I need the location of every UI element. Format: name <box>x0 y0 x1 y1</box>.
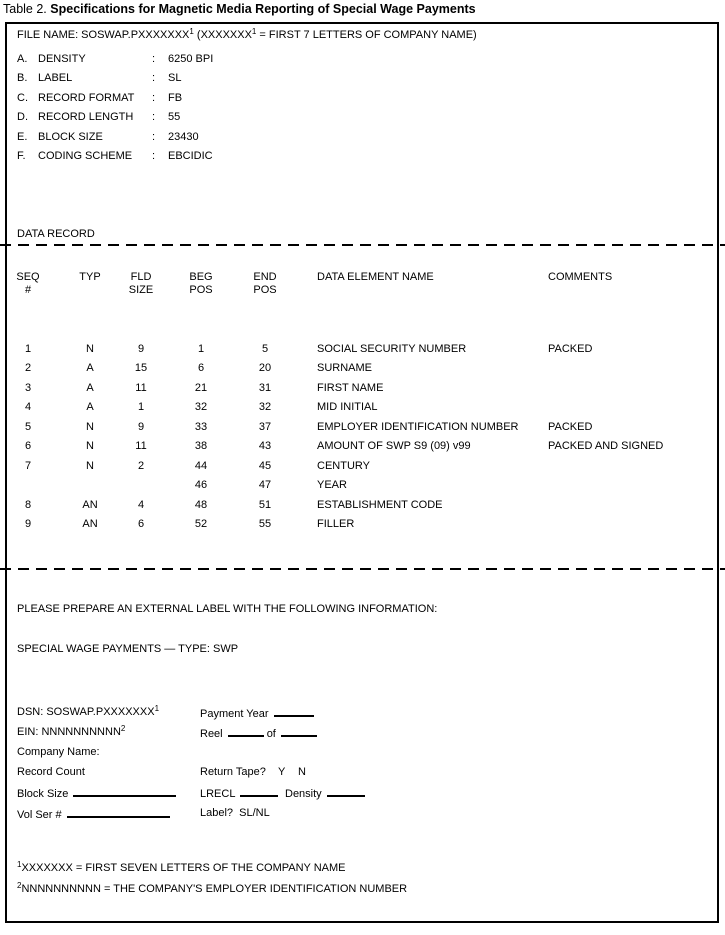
footnote-2-marker: 2 <box>17 881 22 890</box>
dashed-divider-bottom <box>0 568 725 570</box>
file-name-part3: = FIRST 7 LETTERS OF COMPANY NAME) <box>256 29 477 41</box>
cell-name: YEAR <box>317 479 347 491</box>
file-name-part2: (XXXXXXX <box>193 29 252 41</box>
vol-ser-blank <box>67 807 170 818</box>
spec-letter: B. <box>17 72 28 84</box>
cell-typ: A <box>86 362 94 374</box>
reel-field <box>200 726 317 741</box>
label-row-company <box>0 746 725 762</box>
cell-end: 45 <box>258 460 272 472</box>
spec-colon: : <box>152 150 156 162</box>
cell-typ: AN <box>82 499 98 511</box>
cell-fld: 4 <box>137 499 145 511</box>
file-name-line <box>17 29 477 42</box>
cell-name: FIRST NAME <box>317 382 384 394</box>
cell-seq: 6 <box>24 440 32 452</box>
cell-end: 31 <box>258 382 272 394</box>
header-typ: TYP <box>79 271 101 283</box>
cell-seq: 4 <box>24 401 32 413</box>
cell-fld: 2 <box>137 460 145 472</box>
header-name: DATA ELEMENT NAME <box>317 271 434 283</box>
reel-of-text: of <box>266 728 276 740</box>
cell-name: EMPLOYER IDENTIFICATION NUMBER <box>317 421 519 433</box>
spec-label: BLOCK SIZE <box>38 131 103 143</box>
spec-label: DENSITY <box>38 53 86 65</box>
cell-end: 51 <box>258 499 272 511</box>
spec-letter: E. <box>17 131 28 143</box>
table-header-row-line2 <box>0 284 725 298</box>
cell-end: 47 <box>258 479 272 491</box>
file-name-part1: FILE NAME: SOSWAP.PXXXXXXX <box>17 29 190 41</box>
cell-name: ESTABLISHMENT CODE <box>317 499 443 511</box>
cell-seq: 9 <box>24 518 32 530</box>
cell-typ: A <box>86 401 94 413</box>
cell-beg: 44 <box>194 460 208 472</box>
spec-colon: : <box>152 72 156 84</box>
spec-row-label <box>0 72 725 88</box>
header-beg: BEG <box>189 271 213 283</box>
cell-seq: 1 <box>24 343 32 355</box>
spec-colon: : <box>152 131 156 143</box>
page-title <box>3 3 476 16</box>
cell-name: CENTURY <box>317 460 370 472</box>
table-row <box>0 401 725 415</box>
cell-beg: 32 <box>194 401 208 413</box>
table-row <box>0 382 725 396</box>
label-row-vol-ser <box>0 807 725 823</box>
footnote-1-marker: 1 <box>17 860 22 869</box>
dsn-text: DSN: SOSWAP.PXXXXXXX <box>17 706 155 718</box>
ein-footnote-ref: 2 <box>120 724 126 733</box>
density-label: Density <box>285 788 322 800</box>
reel-blank-1 <box>228 726 264 737</box>
cell-beg: 6 <box>197 362 205 374</box>
dsn-footnote-ref: 1 <box>154 704 160 713</box>
table-row <box>0 499 725 513</box>
label-row-block-size <box>0 786 725 802</box>
cell-end: 43 <box>258 440 272 452</box>
footnote-1-text: XXXXXXX = FIRST SEVEN LETTERS OF THE COMPANY NAME <box>21 862 346 874</box>
header-seq-hash: # <box>24 284 32 296</box>
spec-value: FB <box>168 92 183 104</box>
density-blank <box>327 786 365 797</box>
cell-beg: 1 <box>197 343 205 355</box>
cell-beg: 46 <box>194 479 208 491</box>
lrecl-label: LRECL <box>200 788 236 800</box>
cell-comments: PACKED <box>548 343 593 355</box>
spec-letter: A. <box>17 53 28 65</box>
cell-seq: 2 <box>24 362 32 374</box>
spec-letter: F. <box>17 150 26 162</box>
spec-row-record-format <box>0 92 725 108</box>
external-label-instruction: PLEASE PREPARE AN EXTERNAL LABEL WITH THE FOLLOWING INFORMATION: <box>17 603 438 615</box>
cell-typ: N <box>86 421 94 433</box>
cell-comments: PACKED AND SIGNED <box>548 440 664 452</box>
block-size-blank <box>73 786 176 797</box>
header-end-pos: POS <box>253 284 277 296</box>
cell-beg: 21 <box>194 382 208 394</box>
cell-typ: A <box>86 382 94 394</box>
spec-row-density <box>0 53 725 69</box>
spec-row-coding-scheme <box>0 150 725 166</box>
cell-beg: 33 <box>194 421 208 433</box>
cell-comments: PACKED <box>548 421 593 433</box>
vol-ser-field <box>17 807 170 822</box>
density-field <box>285 786 365 801</box>
spec-label: RECORD LENGTH <box>38 111 134 123</box>
cell-seq: 7 <box>24 460 32 472</box>
cell-typ: N <box>86 343 94 355</box>
cell-name: FILLER <box>317 518 355 530</box>
cell-fld: 9 <box>137 343 145 355</box>
file-name-footnote-ref-2: 1 <box>251 27 257 36</box>
cell-beg: 48 <box>194 499 208 511</box>
spec-label: RECORD FORMAT <box>38 92 135 104</box>
cell-end: 37 <box>258 421 272 433</box>
label-row-ein <box>0 726 725 742</box>
dsn-label <box>17 706 159 719</box>
header-fld: FLD <box>130 271 152 283</box>
swp-type-line: SPECIAL WAGE PAYMENTS — TYPE: SWP <box>17 643 239 655</box>
spec-colon: : <box>152 92 156 104</box>
cell-end: 55 <box>258 518 272 530</box>
spec-colon: : <box>152 53 156 65</box>
ein-text: EIN: NNNNNNNNNN <box>17 726 121 738</box>
table-row <box>0 343 725 357</box>
cell-beg: 38 <box>194 440 208 452</box>
label-question: Label? SL/NL <box>200 807 270 819</box>
footnote-2 <box>17 883 407 896</box>
cell-fld: 1 <box>137 401 145 413</box>
spec-value: 6250 BPI <box>168 53 214 65</box>
vol-ser-label: Vol Ser # <box>17 809 62 821</box>
payment-year-label: Payment Year <box>200 708 269 720</box>
page-title-prefix: Table 2. <box>3 2 51 16</box>
record-count-label: Record Count <box>17 766 85 778</box>
header-comments: COMMENTS <box>548 271 613 283</box>
return-tape-no: N <box>298 766 306 778</box>
cell-end: 20 <box>258 362 272 374</box>
header-end: END <box>253 271 277 283</box>
header-beg-pos: POS <box>189 284 213 296</box>
footnote-1 <box>17 862 346 875</box>
spec-label: CODING SCHEME <box>38 150 133 162</box>
company-name-label: Company Name: <box>17 746 100 758</box>
cell-fld: 15 <box>134 362 148 374</box>
cell-typ: AN <box>82 518 98 530</box>
return-tape-yes: Y <box>278 766 286 778</box>
cell-end: 5 <box>261 343 269 355</box>
cell-fld: 11 <box>135 382 147 394</box>
spec-letter: D. <box>17 111 28 123</box>
spec-colon: : <box>152 111 156 123</box>
cell-fld: 11 <box>135 440 147 452</box>
table-header-row-line1 <box>0 271 725 285</box>
spec-value: EBCIDIC <box>168 150 213 162</box>
cell-name: SOCIAL SECURITY NUMBER <box>317 343 467 355</box>
payment-year-blank <box>274 706 314 717</box>
cell-seq: 5 <box>24 421 32 433</box>
data-record-section-label: DATA RECORD <box>17 228 95 240</box>
reel-label: Reel <box>200 728 223 740</box>
table-row <box>0 460 725 474</box>
cell-fld: 9 <box>137 421 145 433</box>
cell-name: AMOUNT OF SWP S9 (09) v99 <box>317 440 471 452</box>
cell-beg: 52 <box>194 518 208 530</box>
spec-letter: C. <box>17 92 28 104</box>
label-row-record-count <box>0 766 725 782</box>
cell-typ: N <box>86 460 94 472</box>
spec-label: LABEL <box>38 72 73 84</box>
cell-name: MID INITIAL <box>317 401 378 413</box>
spec-value: SL <box>168 72 182 84</box>
spec-value: 55 <box>168 111 181 123</box>
return-tape-label: Return Tape? <box>200 766 266 778</box>
lrecl-field <box>200 786 278 801</box>
page-title-main: Specifications for Magnetic Media Reporting of Special Wage Payments <box>50 2 476 16</box>
cell-name: SURNAME <box>317 362 373 374</box>
label-row-dsn <box>0 706 725 722</box>
cell-seq: 8 <box>24 499 32 511</box>
header-seq: SEQ <box>16 271 40 283</box>
cell-typ: N <box>86 440 94 452</box>
cell-fld: 6 <box>137 518 145 530</box>
spec-value: 23430 <box>168 131 199 143</box>
block-size-field <box>17 786 176 801</box>
reel-blank-2 <box>281 726 317 737</box>
payment-year-field <box>200 706 314 721</box>
table-row <box>0 440 725 454</box>
table-row <box>0 362 725 376</box>
dashed-divider-top <box>0 244 725 246</box>
cell-seq: 3 <box>24 382 32 394</box>
ein-label <box>17 726 125 739</box>
file-name-footnote-ref-1: 1 <box>189 27 194 36</box>
lrecl-blank <box>240 786 278 797</box>
spec-row-record-length <box>0 111 725 127</box>
block-size-label: Block Size <box>17 788 69 800</box>
table-row <box>0 479 725 493</box>
table-row <box>0 518 725 532</box>
header-fld-size: SIZE <box>128 284 154 296</box>
footnote-2-text: NNNNNNNNNN = THE COMPANY'S EMPLOYER IDENTIFICATION NUMBER <box>21 883 408 895</box>
spec-row-block-size <box>0 131 725 147</box>
table-row <box>0 421 725 435</box>
cell-end: 32 <box>258 401 272 413</box>
